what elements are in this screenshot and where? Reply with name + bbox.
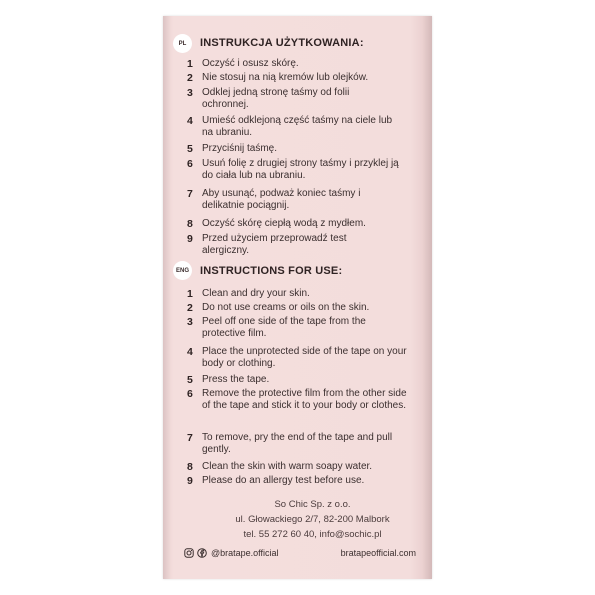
list-item: 3 Peel off one side of the tape from the protective film. — [187, 316, 366, 339]
list-item: 2 Do not use creams or oils on the skin. — [187, 302, 370, 314]
list-item: 1 Oczyść i osusz skórę. — [187, 58, 299, 70]
heading-pl: INSTRUKCJA UŻYTKOWANIA: — [200, 37, 364, 49]
list-item: 6 Remove the protective film from the other side of the tape and stick it to your body or clothes. — [187, 388, 407, 411]
list-item: 9 Please do an allergy test before use. — [187, 475, 365, 487]
list-item: 2 Nie stosuj na nią kremów lub olejków. — [187, 72, 369, 84]
list-item: 1 Clean and dry your skin. — [187, 288, 310, 300]
website-link: bratapeofficial.com — [340, 548, 416, 558]
list-item: 3 Odklej jedną stronę taśmy od folii ochronnej. — [187, 87, 350, 110]
list-item: 5 Przyciśnij taśmę. — [187, 143, 278, 155]
list-item: 5 Press the tape. — [187, 374, 270, 386]
instagram-icon — [184, 548, 194, 558]
list-item: 6 Usuń folię z drugiej strony taśmy i przyklej ją do ciała lub na ubraniu. — [187, 158, 399, 181]
list-item: 4 Umieść odklejoną część taśmy na ciele lub na ubraniu. — [187, 115, 393, 138]
list-item: 8 Oczyść skórę ciepłą wodą z mydłem. — [187, 218, 366, 230]
list-item: 9 Przed użyciem przeprowadź test alergiczny. — [187, 233, 347, 256]
heading-eng: INSTRUCTIONS FOR USE: — [200, 265, 343, 277]
facebook-icon — [197, 548, 207, 558]
list-item: 8 Clean the skin with warm soapy water. — [187, 461, 373, 473]
language-badge-eng: ENG — [173, 261, 192, 280]
list-item: 7 To remove, pry the end of the tape and pull gently. — [187, 432, 393, 455]
language-badge-pl: PL — [173, 34, 192, 53]
social-handle: @bratape.official — [211, 548, 279, 558]
company-contact: tel. 55 272 60 40, info@sochic.pl — [243, 529, 382, 540]
list-item: 7 Aby usunąć, podważ koniec taśmy i delikatnie pociągnij. — [187, 188, 361, 211]
instructions-list-eng — [187, 288, 422, 489]
footer — [184, 548, 416, 558]
instructions-list-pl — [187, 58, 422, 261]
list-item: 4 Place the unprotected side of the tape on your body or clothing. — [187, 346, 407, 369]
company-address: ul. Głowackiego 2/7, 82-200 Malbork — [235, 514, 390, 525]
company-name: So Chic Sp. z o.o. — [274, 499, 351, 510]
